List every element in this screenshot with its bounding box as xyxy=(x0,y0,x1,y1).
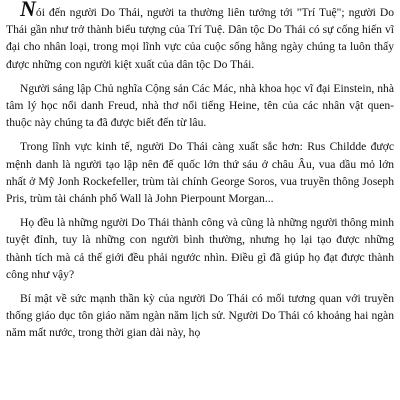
paragraph-5: Bí mật về sức mạnh thần kỳ của người Do Thái có mối tương quan với truyền thống giáo dục tôn giáo năm ngàn năm lịch sử. Người Do Thái có khoảng hai ngàn năm mất nước, trong thời gian dài này, họ xyxy=(6,292,394,340)
paragraph-3: Trong lĩnh vực kinh tế, người Do Thái càng xuất sắc hơn: Rus Childde được mệnh danh là người tạo lập nên đế quốc lớn thứ sáu ở châu Âu, vua dầu mỏ lớn nhất ở Mỹ Jonh Rockefeller, trùm tài chính George Soros, vua truyền thông Joseph Pris, trùm tài chánh phố Wall là John Pierpount Morgan... xyxy=(6,140,394,206)
paragraph-1-text: ói đến người Do Thái, người ta thường liên tưởng tới "Trí Tuệ"; người Do Thái gần như trở thành biểu tượng của Trí Tuệ. Dân tộc Do Thái có sự cống hiến vĩ đại cho nhân loại, trong mọi lĩnh vực của cuộc sống hằng ngày chúng ta luôn thấy được những con người kiệt xuất của dân tộc Do Thái. xyxy=(6,6,394,71)
paragraph-4: Họ đều là những người Do Thái thành công và cũng là những người thông minh tuyệt đỉnh, tuy là những con người bình thường, nhưng họ lại tạo được những thành tích mà cả thế giới đều phải ngước nhìn. Điều gì đã giúp họ đạt được thành công như vậy? xyxy=(6,216,394,281)
drop-cap-letter: N xyxy=(20,0,36,21)
paragraph-2: Người sáng lập Chủ nghĩa Cộng sản Các Mác, nhà khoa học vĩ đại Einstein, nhà tâm lý học nổi danh Freud, nhà thơ nổi tiếng Heine, tên của các nhân vật quen-thuộc này chúng ta đã được biết đến từ lâu. xyxy=(6,81,394,130)
paragraph-1 xyxy=(6,2,394,73)
body-text xyxy=(6,2,394,349)
